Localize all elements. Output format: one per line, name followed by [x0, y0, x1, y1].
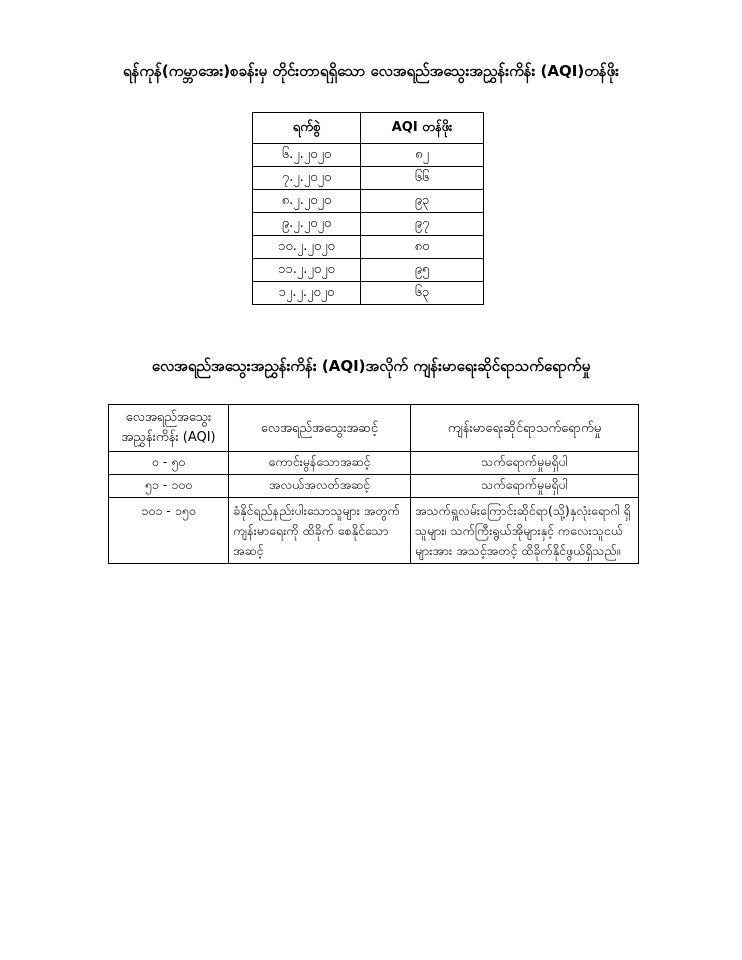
- aqi-range-cell: ၁၀၁ - ၁၅၀: [109, 498, 229, 564]
- date-cell: ၆.၂.၂၀၂၀: [253, 144, 361, 167]
- table-row: [253, 167, 484, 190]
- aqi-cell: ၉၇: [361, 213, 484, 236]
- date-cell: ၁၀.၂.၂၀၂၀: [253, 236, 361, 259]
- table-row: [253, 213, 484, 236]
- aqi-cell: ၆၆: [361, 167, 484, 190]
- table-row: [253, 190, 484, 213]
- aqi-column-header: AQI တန်ဖိုး: [361, 113, 484, 144]
- date-column-header: ရက်စွဲ: [253, 113, 361, 144]
- aqi-cell: ၈၀: [361, 236, 484, 259]
- health-impact-cell: သက်ရောက်မှုမရှိပါ: [411, 475, 639, 498]
- aqi-range-cell: ၅၁ - ၁၀၀: [109, 475, 229, 498]
- page-title: ရန်ကုန်(ကမ္ဘာအေး)စခန်းမှ တိုင်းတာရရှိသော လေအရည်အသွေးအညွှန်းကိန်း (AQI)တန်ဖိုး: [123, 62, 619, 80]
- aqi-cell: ၆၃: [361, 282, 484, 305]
- date-cell: ၈.၂.၂၀၂၀: [253, 190, 361, 213]
- table-row: [253, 282, 484, 305]
- table-row: [109, 475, 639, 498]
- table-header-row: [109, 405, 639, 452]
- aqi-range-cell: ၀ - ၅၀: [109, 452, 229, 475]
- health-impact-cell: သက်ရောက်မှုမရှိပါ: [411, 452, 639, 475]
- date-cell: ၁၁.၂.၂၀၂၀: [253, 259, 361, 282]
- table-row: [109, 452, 639, 475]
- quality-level-column-header: လေအရည်အသွေးအဆင့်: [229, 405, 411, 452]
- health-impact-table: [108, 404, 639, 564]
- aqi-cell: ၉၃: [361, 190, 484, 213]
- date-cell: ၉.၂.၂၀၂၀: [253, 213, 361, 236]
- health-impact-cell: အသက်ရှူလမ်းကြောင်းဆိုင်ရာ(သို့)နှလုံးရောဂါ ရှိသူများ၊ သက်ကြီးရွယ်အိုများနှင့် ကလေးသူငယ် များအား အသင့်အတင့် ထိခိုက်နိုင်ဖွယ်ရှိသည်။: [411, 498, 639, 564]
- aqi-cell: ၉၅: [361, 259, 484, 282]
- quality-level-cell: ခံနိုင်ရည်နည်းပါးသောသူများ အတွက် ကျန်းမာရေးကို ထိခိုက် စေနိုင်သောအဆင့်: [229, 498, 411, 564]
- quality-level-cell: ကောင်းမွန်သောအဆင့်: [229, 452, 411, 475]
- table-row: [253, 236, 484, 259]
- table-row: [253, 144, 484, 167]
- aqi-range-column-header: လေအရည်အသွေး အညွှန်းကိန်း (AQI): [109, 405, 229, 452]
- health-impact-column-header: ကျန်းမာရေးဆိုင်ရာသက်ရောက်မှု: [411, 405, 639, 452]
- table-row: [253, 259, 484, 282]
- section-title: လေအရည်အသွေးအညွှန်းကိန်း (AQI)အလိုက် ကျန်းမာရေးဆိုင်ရာသက်ရောက်မှု: [151, 357, 591, 375]
- table-row: [109, 498, 639, 564]
- date-cell: ၇.၂.၂၀၂၀: [253, 167, 361, 190]
- aqi-values-table: [252, 112, 484, 305]
- table-header-row: [253, 113, 484, 144]
- aqi-cell: ၈၂: [361, 144, 484, 167]
- quality-level-cell: အလယ်အလတ်အဆင့်: [229, 475, 411, 498]
- date-cell: ၁၂.၂.၂၀၂၀: [253, 282, 361, 305]
